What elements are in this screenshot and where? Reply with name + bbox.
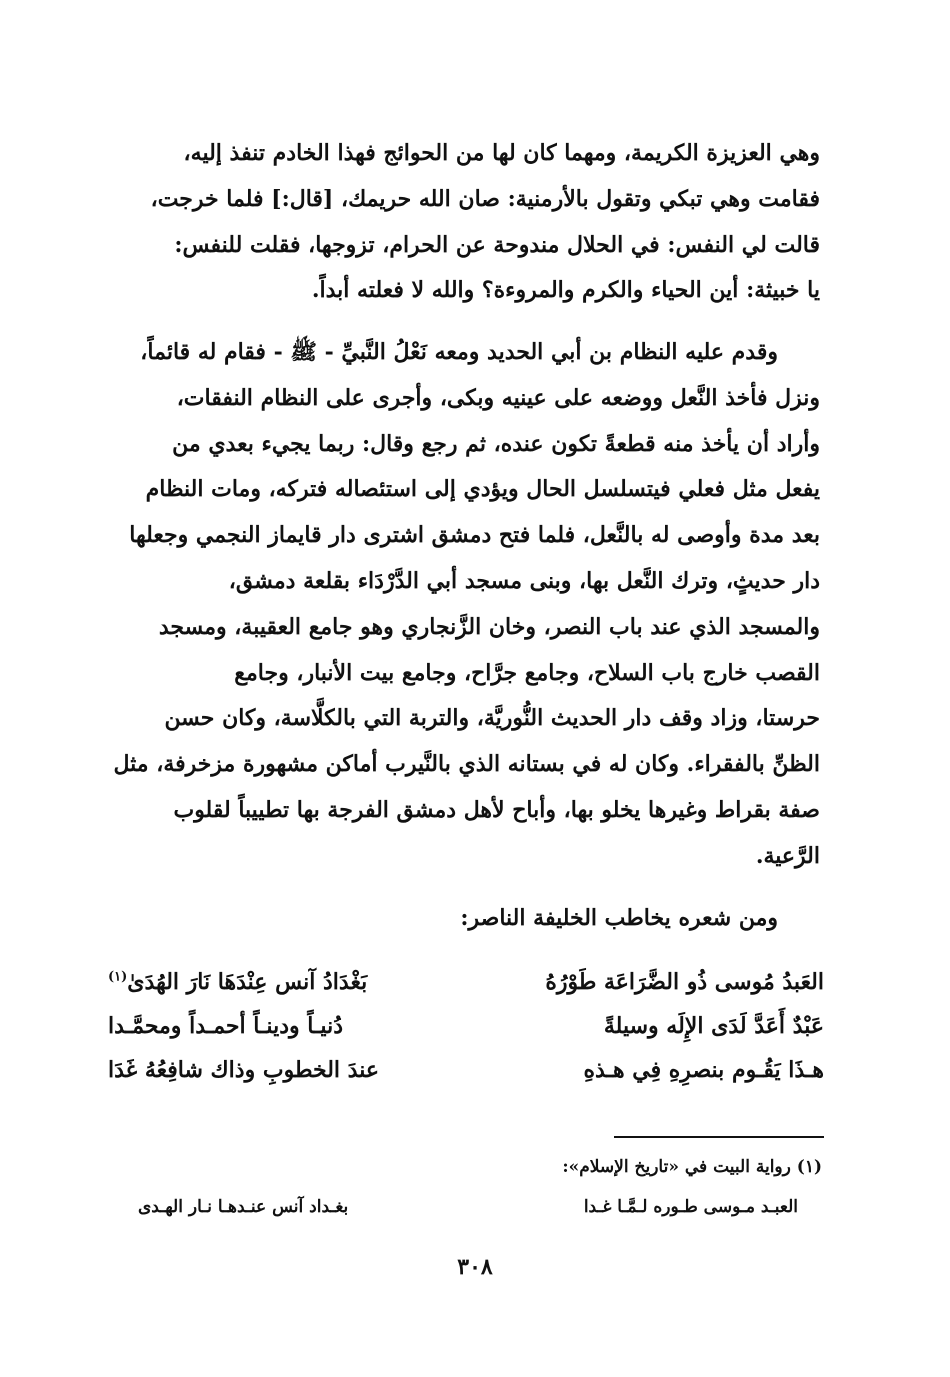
verse-second-hemistich: عندَ الخطوبِ وذاك شافِعُهُ غَدَا (108, 1057, 379, 1083)
text-line: قالت لي النفس: في الحلال مندوحة عن الحرام، تزوجها، فقلت للنفس: (174, 231, 820, 258)
text-line: وهي العزيزة الكريمة، ومهما كان لها من الحوائج فهذا الخادم تنفذ إليه، (183, 140, 820, 166)
footnote-label: (١) رواية البيت في «تاريخ الإسلام»: (562, 1157, 822, 1177)
footnote-verse-first: العبـد مـوسى طـوره لـمَّـا غـدا (583, 1197, 798, 1217)
text-line: وأراد أن يأخذ منه قطعةً تكون عنده، ثم رجع وقال: ربما يجيء بعدي من (172, 430, 820, 457)
text-line: يفعل مثل فعلي فيتسلسل الحال ويؤدي إلى استئصاله فتركه، ومات النظام (145, 476, 820, 503)
poem-verse (108, 1004, 824, 1048)
text-line: ونزل فأخذ النَّعل ووضعه على عينيه وبكى، وأجرى على النظام النفقات، (176, 384, 820, 411)
text-line: ومن شعره يخاطب الخليفة الناصر: (460, 905, 778, 931)
footnote-divider (614, 1136, 824, 1138)
text-line: القصب خارج باب السلاح، وجامع جرَّاح، وجامع بيت الأنبار، وجامع (234, 659, 820, 686)
poem-verse (108, 1048, 824, 1092)
verse-second-text: بَغْدَادُ آنس عِنْدَهَا نَارَ الهُدَىٰ (127, 969, 368, 995)
text-line: والمسجد الذي عند باب النصر، وخان الزَّنجاري وهو جامع العقيبة، ومسجد (158, 613, 820, 640)
text-line: فقامت وهي تبكي وتقول بالأرمنية: صان الله حريمك، [قال:] فلما خرجت، (150, 185, 820, 212)
footnote-reference: (١) (108, 969, 128, 985)
page-number: ٣٠٨ (457, 1254, 493, 1280)
verse-second-hemistich: دُنيـاً ودينـاً أحمـداً ومحمَّـدا (108, 1013, 343, 1039)
text-line: حرستا، وزاد وقف دار الحديث النُّوريَّة، والتربة التي بالكلَّاسة، وكان حسن (164, 705, 820, 732)
verse-first-hemistich: عَبْدٌ أَعَدَّ لَدَى الإِلَه وسيلةً (603, 1013, 824, 1039)
text-line: الرَّعية. (755, 842, 820, 869)
paragraph-1 (108, 131, 820, 314)
text-line: دار حديثٍ، وترك النَّعل بها، وبنى مسجد أبي الدَّرْدَاء بقلعة دمشق، (228, 567, 820, 594)
poem (108, 960, 824, 1092)
poem-verse (108, 960, 824, 1004)
poem-intro (108, 896, 820, 942)
footnote-verse-second: بغـداد آنس عنـدهـا نـار الهـدى (138, 1197, 349, 1217)
footnote-verse (138, 1192, 798, 1222)
paragraph-2 (108, 330, 820, 880)
text-line: بعد مدة وأوصى له بالنَّعل، فلما فتح دمشق اشترى دار قايماز النجمي وجعلها (129, 522, 820, 549)
verse-second-hemistich (108, 960, 438, 1004)
text-line: صفة بقراط وغيرها يخلو بها، وأباح لأهل دمشق الفرجة بها تطييباً لقلوب (173, 796, 820, 823)
text-line: الظنِّ بالفقراء. وكان له في بستانه الذي بالنَّيرب أماكن مشهورة مزخرفة، مثل (113, 751, 820, 778)
verse-first-hemistich: العَبدُ مُوسى ذُو الضَّرَاعَة طَوْرُهُ (545, 969, 824, 995)
verse-first-hemistich: هـذَا يَقُـوم بنصرِهِ فِي هـذهِ (583, 1057, 824, 1083)
text-line: يا خبيثة: أين الحياء والكرم والمروءة؟ والله لا فعلته أبداً. (311, 277, 820, 304)
text-line: وقدم عليه النظام بن أبي الحديد ومعه نَعْلُ النَّبيِّ - ﷺ - فقام له قائماً، (140, 339, 778, 365)
